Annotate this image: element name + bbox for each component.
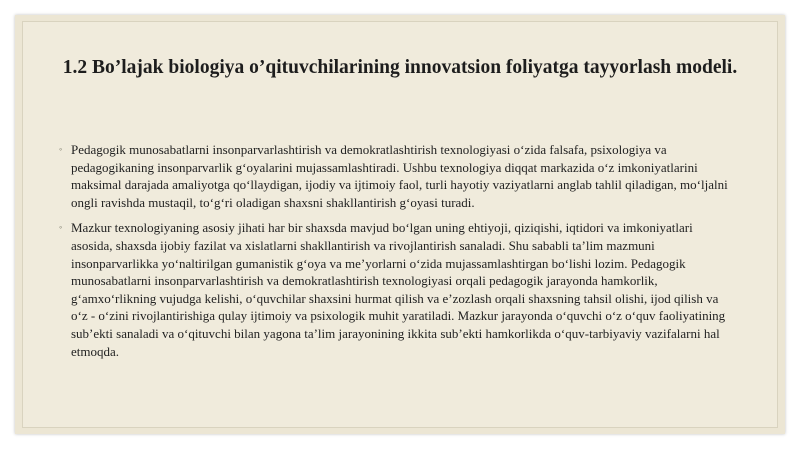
bullet-item (59, 219, 736, 360)
bullet-marker-icon: ◦ (59, 222, 63, 233)
slide-title: 1.2 Bo’lajak biologiya o’qituvchilarining innovatsion foliyatga tayyorlash modeli. (62, 57, 738, 78)
bullet-marker-icon: ◦ (59, 144, 63, 154)
bullet-text: Pedagogik munosabatlarni insonparvarlashtirish va demokratlashtirish texnologiyasi o‘zida falsafa, psixologiya va pedagogikaning insonparvarlik g‘oyalarini mujassamlashtiradi. Ushbu texnologiya diqqat markazida o‘z imkoniyatlarini maksimal darajada amaliyotga qo‘llaydigan, ijodiy va ijtimoiy faol, turli hayotiy vaziyatlarni anglab tahlil qiladigan, mo‘ljalni ongli ravishda mustaqil, to‘g‘ri oladigan shaxsni shakllantirish g‘oyasi turadi. (71, 142, 728, 210)
bullet-text: Mazkur texnologiyaning asosiy jihati har bir shaxsda mavjud bo‘lgan uning ehtiyoji, qiziqishi, iqtidori va imkoniyatlari asosida, shaxsda ijobiy fazilat va xislatlarni shakllantirish va rivojlantirish sanaladi. Shu sababli ta’lim mazmuni insonparvarlikka yo‘naltirilgan gumanistik g‘oya va me’yorlarni o‘zida mujassamlashtirgan bo‘lishi lozim. Pedagogik munosabatlarni insonparvarlashtirish va demokratlashtirish texnologiyasi orqali pedagogik jarayonda hamkorlik, g‘amxo‘rlikning vujudga kelishi, o‘quvchilar shaxsini hurmat qilish va e’zozlash orqali shaxsning tahsil olishi, ijod qilish va o‘z - o‘zini rivojlantirishiga qulay ijtimoiy va psixologik muhit yaratiladi. Mazkur jarayonda o‘quvchi o‘z o‘quv faoliyatining sub’ekti sanaladi va o‘qituvchi bilan yagona ta’lim jarayonining ikkita sub’ekti hamkorlikda o‘quv-tarbiyaviy vazifalarni hal etmoqda. (71, 220, 726, 359)
bullet-item (59, 141, 736, 211)
slide (15, 15, 785, 434)
bullet-list (59, 141, 736, 368)
